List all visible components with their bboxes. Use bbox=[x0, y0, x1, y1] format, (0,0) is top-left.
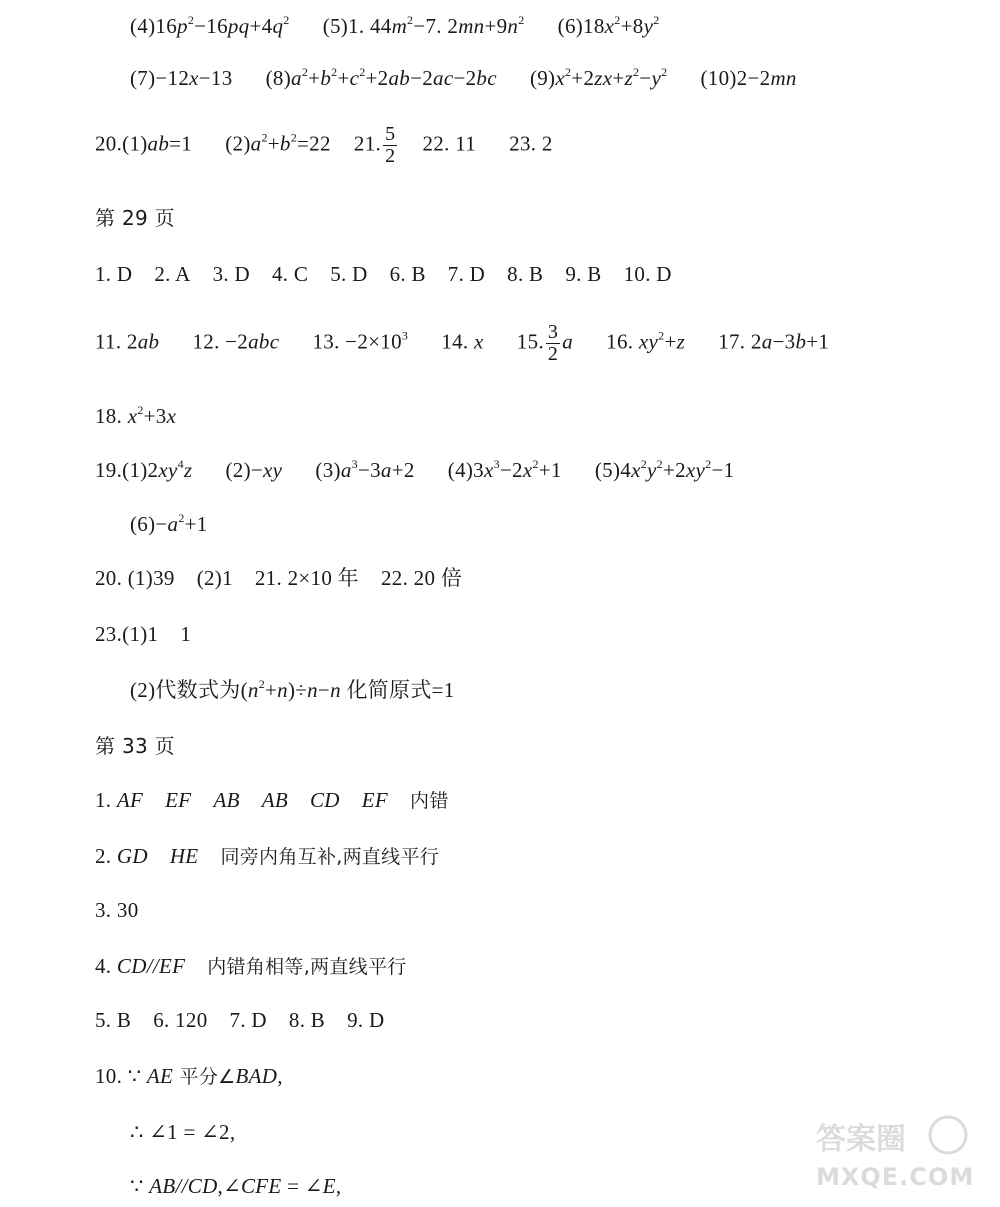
answer-line-14: 1. AF EF AB AB CD EF 内错 bbox=[95, 788, 449, 812]
answer-line-3: 20.(1)ab=1 $(2)a^2+b^2=22$ 21. $\frac{5}{2}$ 22. 11 23. 2 bbox=[95, 123, 553, 167]
answer-line-19: 10. ∵ AE 平分∠BAD, bbox=[95, 1064, 283, 1088]
answer-line-12: (2)代数式为$(n^2+n)\div n-n$ 化简原式=1 bbox=[130, 677, 455, 702]
answer-line-11: 23.(1)1 1 bbox=[95, 622, 192, 646]
watermark-icon bbox=[808, 1113, 978, 1193]
answer-line-15: 2. GD HE 同旁内角互补,两直线平行 bbox=[95, 844, 440, 868]
answer-line-16: 3. 30 bbox=[95, 898, 139, 922]
answer-line-10: 20. (1)39 (2)1 21. 2×10 年 22. 20 倍 bbox=[95, 566, 463, 590]
svg-text:MXQE.COM: MXQE.COM bbox=[816, 1163, 975, 1191]
fraction-3-2: $\frac{3}{2}$ bbox=[547, 321, 559, 365]
site-watermark-logo bbox=[808, 1113, 978, 1193]
section-heading-page-33: 第 33 页 bbox=[95, 734, 175, 758]
answer-line-17: 4. CD//EF 内错角相等,两直线平行 bbox=[95, 954, 407, 978]
answer-line-8: $19.(1)2xy^4z$ (2)−xy $(3)a^3-3a+2$ $(4)3x^3-2x^2+1$ $(5)4x^2y^2+2xy^2-1$ bbox=[95, 457, 735, 482]
answer-line-6: 11. 2ab 12. −2abc 13. $-2\times 10^3$ 14. x 15. $\frac{3}{2}$ a 16. $xy^2+z$ 17. 2a−3b+1 bbox=[95, 321, 830, 365]
section-heading-page-29: 第 29 页 bbox=[95, 206, 175, 230]
answer-line-20: ∴ ∠1 = ∠2, bbox=[130, 1120, 236, 1144]
answer-line-7: 18. $x^2+3x$ bbox=[95, 403, 177, 428]
answer-line-2: (7)−12x−13 $(8)a^2+b^2+c^2+2ab-2ac-2bc$ $(9)x^2+2zx+z^2-y^2$ (10)2−2mn bbox=[130, 65, 797, 90]
answer-line-1: $(4)16p^2-16pq+4q^2$ (5)1. $44m^2-7$. $2mn+9n^2$ $(6)18x^2+8y^2$ bbox=[130, 13, 660, 38]
svg-text:答案圈: 答案圈 bbox=[816, 1122, 906, 1157]
fraction-5-2: $\frac{5}{2}$ bbox=[385, 123, 396, 167]
answer-line-21: ∵ AB//CD,∠CFE = ∠E, bbox=[130, 1174, 342, 1198]
answer-line-18: 5. B 6. 120 7. D 8. B 9. D bbox=[95, 1008, 385, 1032]
answer-line-9: $(6)-a^2+1$ bbox=[130, 511, 208, 536]
answer-line-5: 1. D 2. A 3. D 4. C 5. D 6. B 7. D 8. B 9. B 10. D bbox=[95, 262, 672, 286]
